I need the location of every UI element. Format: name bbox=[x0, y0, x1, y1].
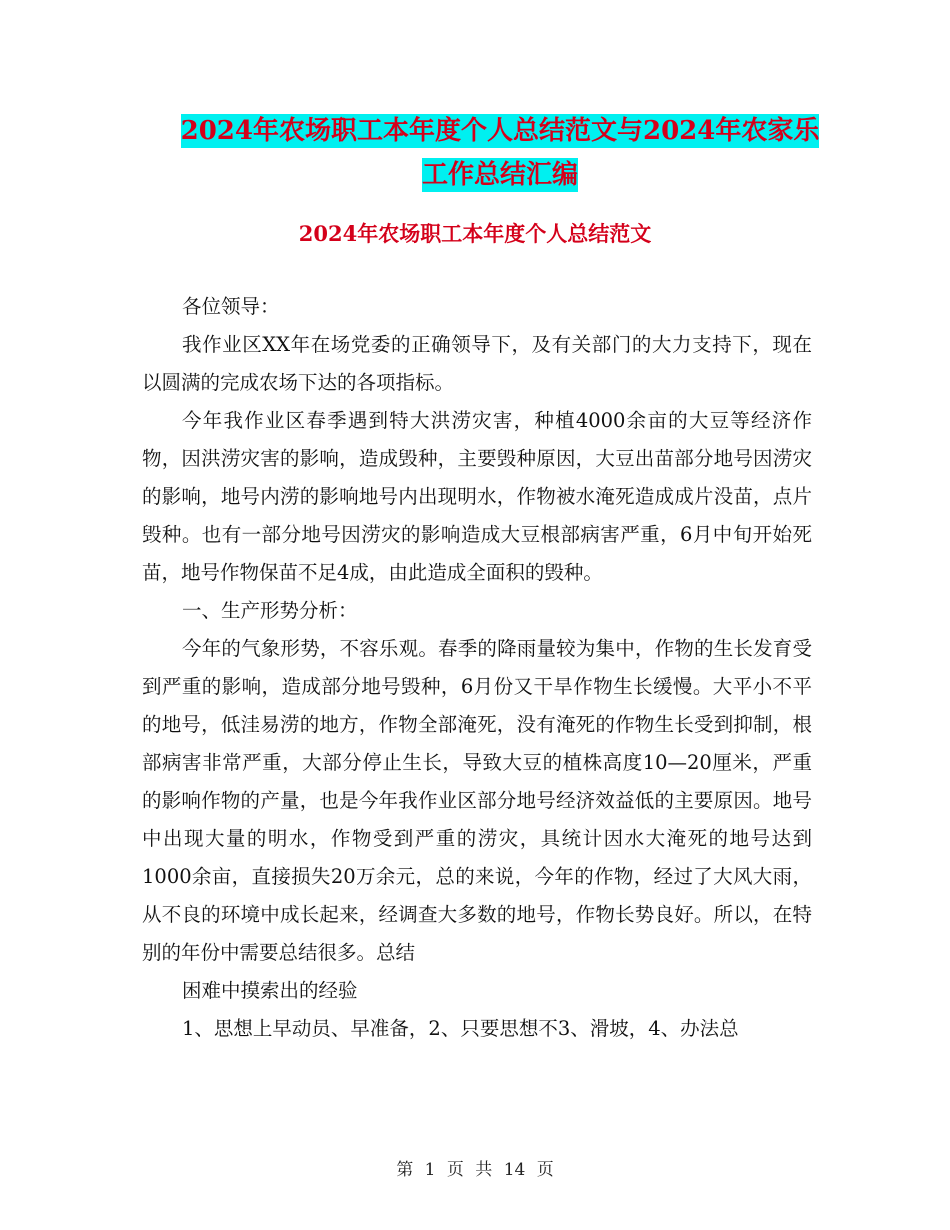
paragraph-intro: 我作业区XX年在场党委的正确领导下，及有关部门的大力支持下，现在以圆满的完成农场下达的各项指标。 bbox=[142, 333, 812, 394]
paragraph-experience: 困难中摸索出的经验 bbox=[182, 979, 358, 1002]
paragraph-greeting: 各位领导： bbox=[182, 295, 280, 318]
paragraph-list: 1、思想上早动员、早准备，2、只要思想不3、滑坡，4、办法总 bbox=[182, 1017, 739, 1040]
paragraph-disaster: 今年我作业区春季遇到特大洪涝灾害，种植4000余亩的大豆等经济作物，因洪涝灾害的影响，造成毁种，主要毁种原因，大豆出苗部分地号因涝灾的影响，地号内涝的影响地号内出现明水，作物被水淹死造成成片没苗，点片毁种。也有一部分地号因涝灾的影响造成大豆根部病害严重，6月中旬开始死苗，地号作物保苗不足4成，由此造成全面积的毁种。 bbox=[142, 409, 812, 584]
paragraph-heading-analysis: 一、生产形势分析： bbox=[182, 599, 358, 622]
main-title-line-1 bbox=[150, 108, 850, 154]
body-text bbox=[142, 288, 812, 1048]
section-title: 2024年农场职工本年度个人总结范文 bbox=[298, 221, 652, 246]
main-title-highlight: 2024年农场职工本年度个人总结范文与2024年农家乐 bbox=[180, 116, 820, 146]
main-title-highlight: 工作总结汇编 bbox=[421, 160, 578, 190]
page-footer: 第 1 页 共 14 页 bbox=[396, 1160, 554, 1180]
main-title-line-2 bbox=[150, 152, 850, 198]
paragraph-analysis: 今年的气象形势，不容乐观。春季的降雨量较为集中，作物的生长发育受到严重的影响，造成部分地号毁种，6月份又干旱作物生长缓慢。大平小不平的地号，低洼易涝的地方，作物全部淹死，没有淹死的作物生长受到抑制，根部病害非常严重，大部分停止生长，导致大豆的植株高度10—20厘米，严重的影响作物的产量，也是今年我作业区部分地号经济效益低的主要原因。地号中出现大量的明水，作物受到严重的涝灾，具统计因水大淹死的地号达到1000余亩，直接损失20万余元，总的来说，今年的作物，经过了大风大雨，从不良的环境中成长起来，经调查大多数的地号，作物长势良好。所以，在特别的年份中需要总结很多。总结 bbox=[142, 637, 812, 964]
